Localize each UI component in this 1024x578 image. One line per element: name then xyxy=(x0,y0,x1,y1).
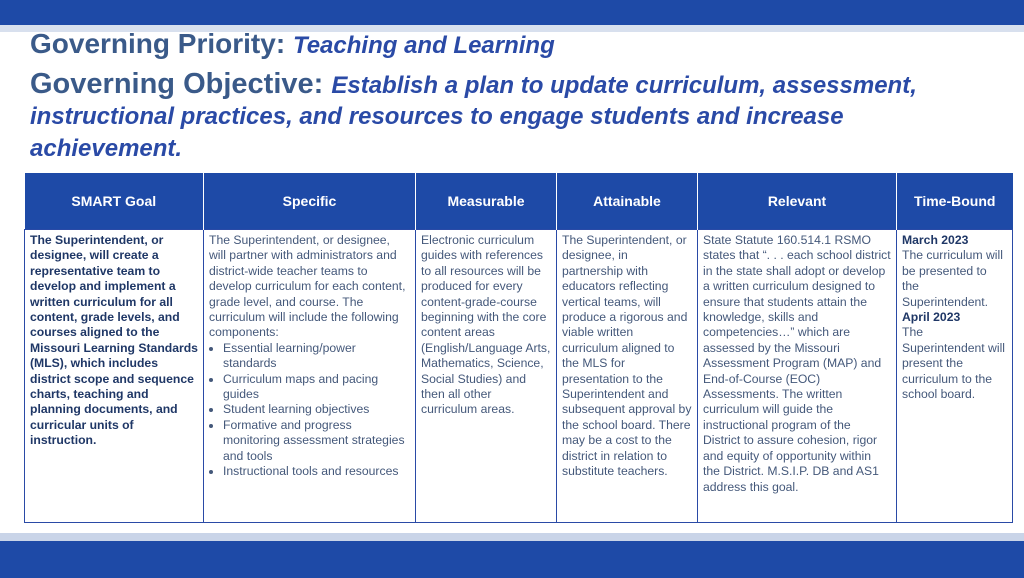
cell-time-bound xyxy=(897,230,1013,523)
governing-priority xyxy=(30,28,555,62)
time-bound-date-2: April 2023 xyxy=(902,310,961,325)
list-item: • Instructional tools and resources xyxy=(223,464,410,479)
list-item: • Curriculum maps and pacing guides xyxy=(223,372,410,403)
list-item: • Student learning objectives xyxy=(223,402,410,417)
list-item: • Essential learning/power standards xyxy=(223,341,410,372)
time-bound-date-1: March 2023 xyxy=(902,233,969,247)
cell-relevant: State Statute 160.514.1 RSMO states that “. . . each school district in the state shall adopt or develop a written curriculum designed to ensure that students attain the knowledge, skills and competencies…” which are assessed by the Missouri Assessment Program (MAP) and End-of-Course (EOC) Assessments. The written curriculum will guide the instructional program of the District to assure cohesion, rigor and equity of opportunity within the District. M.S.I.P. DB and AS1 address this goal. xyxy=(698,230,897,523)
table-row xyxy=(25,230,1013,523)
list-item: • Formative and progress monitoring assessment strategies and tools xyxy=(223,418,410,464)
top-band xyxy=(0,0,1024,25)
specific-components-list xyxy=(209,341,410,480)
objective-label: Governing Objective: xyxy=(30,68,324,100)
governing-objective xyxy=(30,66,917,104)
table-header-row xyxy=(25,173,1013,230)
smart-goal-table xyxy=(24,173,1013,523)
objective-value-line2: instructional practices, and resources to engage students and increase xyxy=(30,103,844,130)
objective-value-continued xyxy=(30,101,844,165)
time-bound-text-1: The curriculum will be presented to the Superintendent. xyxy=(902,248,1003,309)
header-measurable: Measurable xyxy=(416,173,557,230)
header-attainable: Attainable xyxy=(557,173,698,230)
header-specific: Specific xyxy=(204,173,416,230)
cell-attainable: The Superintendent, or designee, in partnership with educators reflecting vertical teams, will produce a rigorous and viable written curriculum aligned to the MLS for presentation to the Superintendent and subsequent approval by the school board. There may be a cost to the district in relation to substitute teachers. xyxy=(557,230,698,523)
cell-specific xyxy=(204,230,416,523)
priority-label: Governing Priority: xyxy=(30,28,286,59)
header-time-bound: Time-Bound xyxy=(897,173,1013,230)
objective-value-line3: achievement. xyxy=(30,135,183,162)
priority-value: Teaching and Learning xyxy=(292,32,555,59)
cell-measurable: Electronic curriculum guides with references to all resources will be produced for every content-grade-course beginning with the core content areas (English/Language Arts, Mathematics, Science, Social Studies) and then all other curriculum areas. xyxy=(416,230,557,523)
cell-smart-goal: The Superintendent, or designee, will create a representative team to develop and implement a written curriculum for all content, grade levels, and courses aligned to the Missouri Learning Standards (MLS), which includes district scope and sequence charts, teaching and planning documents, and curricular units of instruction. xyxy=(25,230,204,523)
time-bound-text-2: The Superintendent will present the curriculum to the school board. xyxy=(902,325,1005,402)
bottom-band-accent xyxy=(0,533,1024,541)
header-smart-goal: SMART Goal xyxy=(25,173,204,230)
bottom-band xyxy=(0,541,1024,578)
objective-value-line1: Establish a plan to update curriculum, assessment, xyxy=(331,72,917,99)
header-relevant: Relevant xyxy=(698,173,897,230)
specific-intro: The Superintendent, or designee, will partner with administrators and district-wide teacher teams to develop curriculum for each content, grade level, and course. The curriculum will include the following components: xyxy=(209,233,406,340)
